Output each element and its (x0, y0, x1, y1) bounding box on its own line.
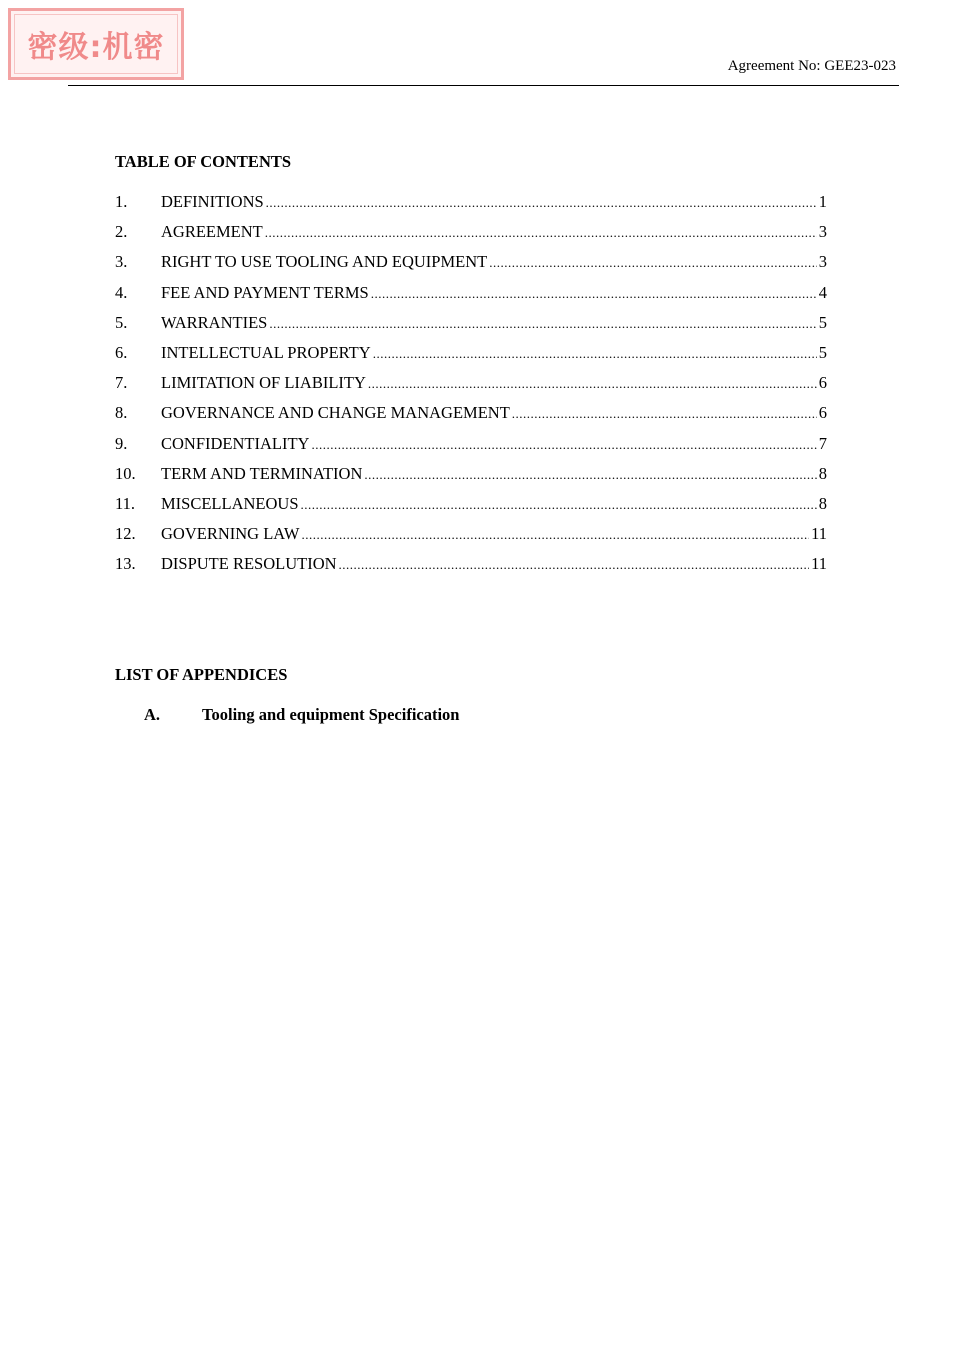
stamp-text: 密级:机密 (14, 14, 178, 74)
toc-entry-number: 10. (115, 463, 136, 483)
classification-stamp (8, 8, 184, 80)
toc-entry-page: 6 (818, 373, 827, 393)
toc-leader-dots (301, 523, 809, 547)
appendix-letter: A. (144, 705, 161, 724)
toc-entry-number: 12. (115, 524, 136, 544)
appendices-title: LIST OF APPENDICES (115, 665, 288, 684)
toc-entry-dispute-resolution[interactable] (115, 552, 827, 582)
toc-leader-dots (368, 372, 817, 396)
toc-entry-governance[interactable] (115, 401, 827, 431)
table-of-contents (115, 190, 827, 582)
toc-entry-number: 6. (115, 342, 128, 362)
toc-leader-dots (512, 402, 817, 426)
toc-entry-number: 7. (115, 373, 128, 393)
toc-title: TABLE OF CONTENTS (115, 152, 292, 171)
toc-entry-title: GOVERNING LAW (161, 524, 300, 544)
toc-entry-number: 8. (115, 403, 128, 423)
toc-leader-dots (371, 282, 817, 306)
toc-entry-agreement[interactable] (115, 220, 827, 250)
toc-entry-page: 3 (818, 252, 827, 272)
agreement-number: Agreement No: GEE23-023 (727, 58, 896, 74)
toc-leader-dots (489, 251, 817, 275)
toc-entry-page: 7 (818, 433, 827, 453)
toc-entry-governing-law[interactable] (115, 522, 827, 552)
toc-entry-number: 9. (115, 433, 128, 453)
toc-entry-page: 8 (818, 463, 827, 483)
toc-entry-definitions[interactable] (115, 190, 827, 220)
toc-entry-page: 5 (818, 312, 827, 332)
toc-leader-dots (266, 191, 817, 215)
toc-entry-title: WARRANTIES (161, 312, 268, 332)
toc-entry-page: 11 (811, 524, 827, 544)
toc-entry-number: 4. (115, 282, 128, 302)
toc-entry-number: 1. (115, 192, 128, 211)
toc-entry-title: DEFINITIONS (161, 192, 264, 211)
toc-leader-dots (339, 553, 810, 577)
toc-leader-dots (269, 312, 816, 336)
toc-entry-confidentiality[interactable] (115, 432, 827, 462)
toc-leader-dots (373, 342, 817, 366)
toc-entry-page: 8 (818, 493, 827, 513)
toc-entry-term-termination[interactable] (115, 462, 827, 492)
toc-entry-intellectual-property[interactable] (115, 341, 827, 371)
toc-entry-title: GOVERNANCE AND CHANGE MANAGEMENT (161, 403, 510, 423)
toc-entry-warranties[interactable] (115, 311, 827, 341)
toc-entry-title: TERM AND TERMINATION (161, 463, 363, 483)
toc-entry-page: 11 (811, 554, 827, 574)
toc-entry-title: CONFIDENTIALITY (161, 433, 310, 453)
toc-entry-title: AGREEMENT (161, 222, 263, 242)
toc-entry-page: 6 (818, 403, 827, 423)
toc-entry-page: 1 (818, 192, 827, 211)
toc-leader-dots (311, 433, 816, 457)
toc-entry-page: 4 (818, 282, 827, 302)
toc-entry-title: LIMITATION OF LIABILITY (161, 373, 366, 393)
appendix-item[interactable] (144, 705, 459, 725)
toc-entry-title: DISPUTE RESOLUTION (161, 554, 337, 574)
toc-entry-number: 2. (115, 222, 128, 242)
toc-entry-title: FEE AND PAYMENT TERMS (161, 282, 369, 302)
toc-entry-right-to-use[interactable] (115, 250, 827, 280)
toc-leader-dots (364, 463, 816, 487)
toc-entry-page: 5 (818, 342, 827, 362)
toc-entry-number: 3. (115, 252, 128, 272)
header-divider (68, 85, 899, 86)
toc-leader-dots (301, 493, 817, 517)
appendix-title: Tooling and equipment Specification (202, 705, 460, 724)
toc-entry-title: RIGHT TO USE TOOLING AND EQUIPMENT (161, 252, 488, 272)
toc-entry-title: MISCELLANEOUS (161, 493, 299, 513)
toc-entry-fee-payment[interactable] (115, 281, 827, 311)
toc-entry-page: 3 (818, 222, 827, 242)
toc-entry-number: 5. (115, 312, 128, 332)
toc-entry-miscellaneous[interactable] (115, 492, 827, 522)
toc-leader-dots (265, 221, 817, 245)
toc-entry-number: 13. (115, 554, 136, 574)
toc-entry-number: 11. (115, 493, 136, 513)
toc-entry-title: INTELLECTUAL PROPERTY (161, 342, 371, 362)
toc-entry-limitation-of-liability[interactable] (115, 371, 827, 401)
